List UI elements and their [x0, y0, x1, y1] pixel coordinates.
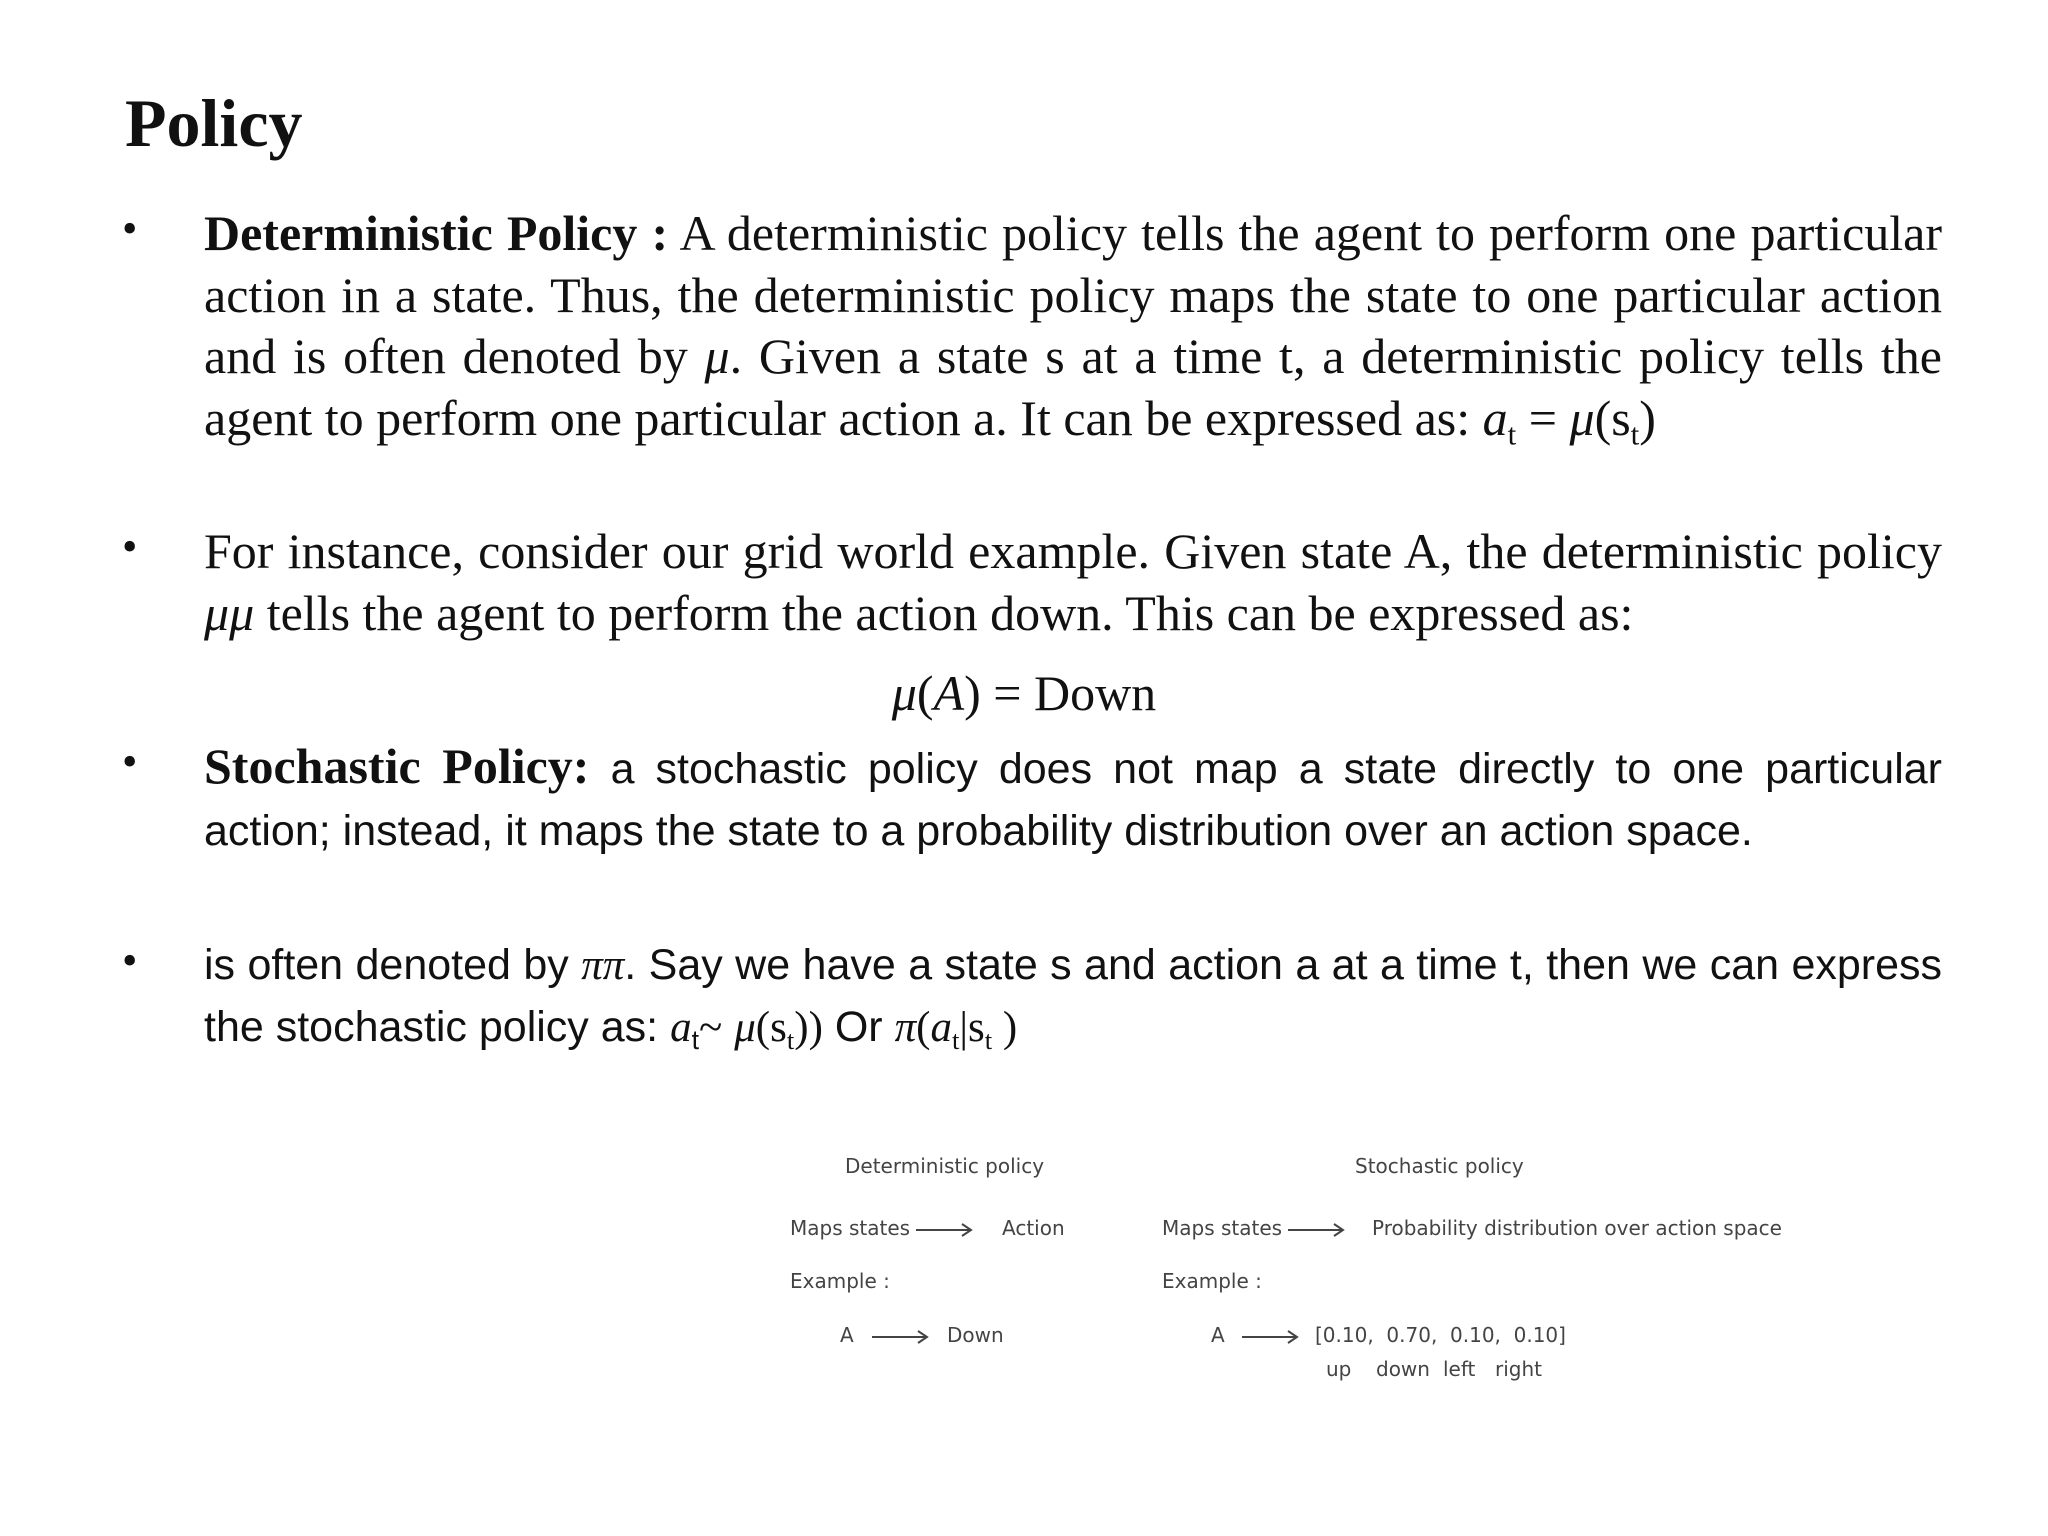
- grid-world-paragraph: [204, 521, 1942, 644]
- deterministic-diagram-title: Deterministic policy: [845, 1154, 1045, 1178]
- grid-world-text-2: tells the agent to perform the action down. This can be expressed as:: [266, 584, 1634, 641]
- action-label-up: up: [1326, 1357, 1352, 1381]
- deterministic-down-label: Down: [947, 1323, 1004, 1347]
- arrow-right-icon: [1242, 1327, 1300, 1347]
- deterministic-policy-heading: Deterministic Policy :: [204, 205, 669, 261]
- arrow-right-icon: [1288, 1220, 1346, 1240]
- stochastic-diagram-title: Stochastic policy: [1355, 1154, 1524, 1178]
- bullet-marker: •: [122, 936, 138, 985]
- policy-comparison-diagram: [760, 1140, 1780, 1400]
- arrow-right-icon: [872, 1327, 930, 1347]
- policy-equation: μ(A) = Down: [891, 665, 1157, 721]
- deterministic-formula: $a_t = \mu(s_t)$: [1482, 389, 1656, 451]
- stochastic-notation-text-2: . Say we have a state s and action a at a time t, then we can express the stochastic policy as:: [204, 941, 1943, 1051]
- stochastic-state-a: A: [1211, 1323, 1225, 1347]
- deterministic-example-label: Example :: [790, 1269, 890, 1293]
- pi-pi-symbol: ππ: [581, 942, 625, 989]
- bullet-marker: •: [122, 737, 138, 786]
- stochastic-probability-values: [0.10, 0.70, 0.10, 0.10]: [1315, 1323, 1566, 1347]
- arrow-right-icon: [916, 1220, 974, 1240]
- deterministic-maps-label: Maps states: [790, 1216, 911, 1240]
- stochastic-notation-paragraph: [204, 935, 1942, 1058]
- mu-mu-symbol: μμ: [204, 584, 255, 641]
- stochastic-formula: $a_t\sim$ $\mu(s_t)$) Or $\pi(a_t|s_t$ ): [670, 1002, 1018, 1055]
- page-title: Policy: [125, 85, 303, 161]
- mu-symbol: μ: [704, 328, 730, 384]
- grid-world-text: For instance, consider our grid world example. Given state A, the deterministic policy: [204, 523, 1942, 579]
- bullet-marker: •: [122, 204, 138, 253]
- deterministic-action-label: Action: [1002, 1216, 1065, 1240]
- action-label-left: left: [1443, 1357, 1476, 1381]
- stochastic-policy-paragraph: [204, 736, 1942, 862]
- stochastic-maps-label: Maps states: [1162, 1216, 1283, 1240]
- stochastic-example-label: Example :: [1162, 1269, 1262, 1293]
- stochastic-policy-heading: Stochastic Policy:: [204, 738, 590, 794]
- deterministic-policy-text-2: . Given a state s at a time t, a deterministic policy tells the agent to perform one particular action a. It can be expressed as:: [204, 328, 1942, 446]
- action-label-right: right: [1495, 1357, 1542, 1381]
- stochastic-policy-text: a stochastic policy does not map a state directly to one particular action; instead, it maps the state to a probability distribution over an action space.: [204, 745, 1942, 855]
- stochastic-notation-text: is often denoted by: [204, 941, 569, 989]
- stochastic-target-label: Probability distribution over action space: [1372, 1216, 1782, 1240]
- action-label-down: down: [1376, 1357, 1430, 1381]
- deterministic-state-a: A: [840, 1323, 854, 1347]
- deterministic-policy-text: A deterministic policy tells the agent to perform one particular action in a state. Thus, the deterministic policy maps the state to one particular action and is often denoted by: [204, 205, 1943, 384]
- bullet-marker: •: [122, 522, 138, 571]
- deterministic-policy-paragraph: [204, 203, 1942, 449]
